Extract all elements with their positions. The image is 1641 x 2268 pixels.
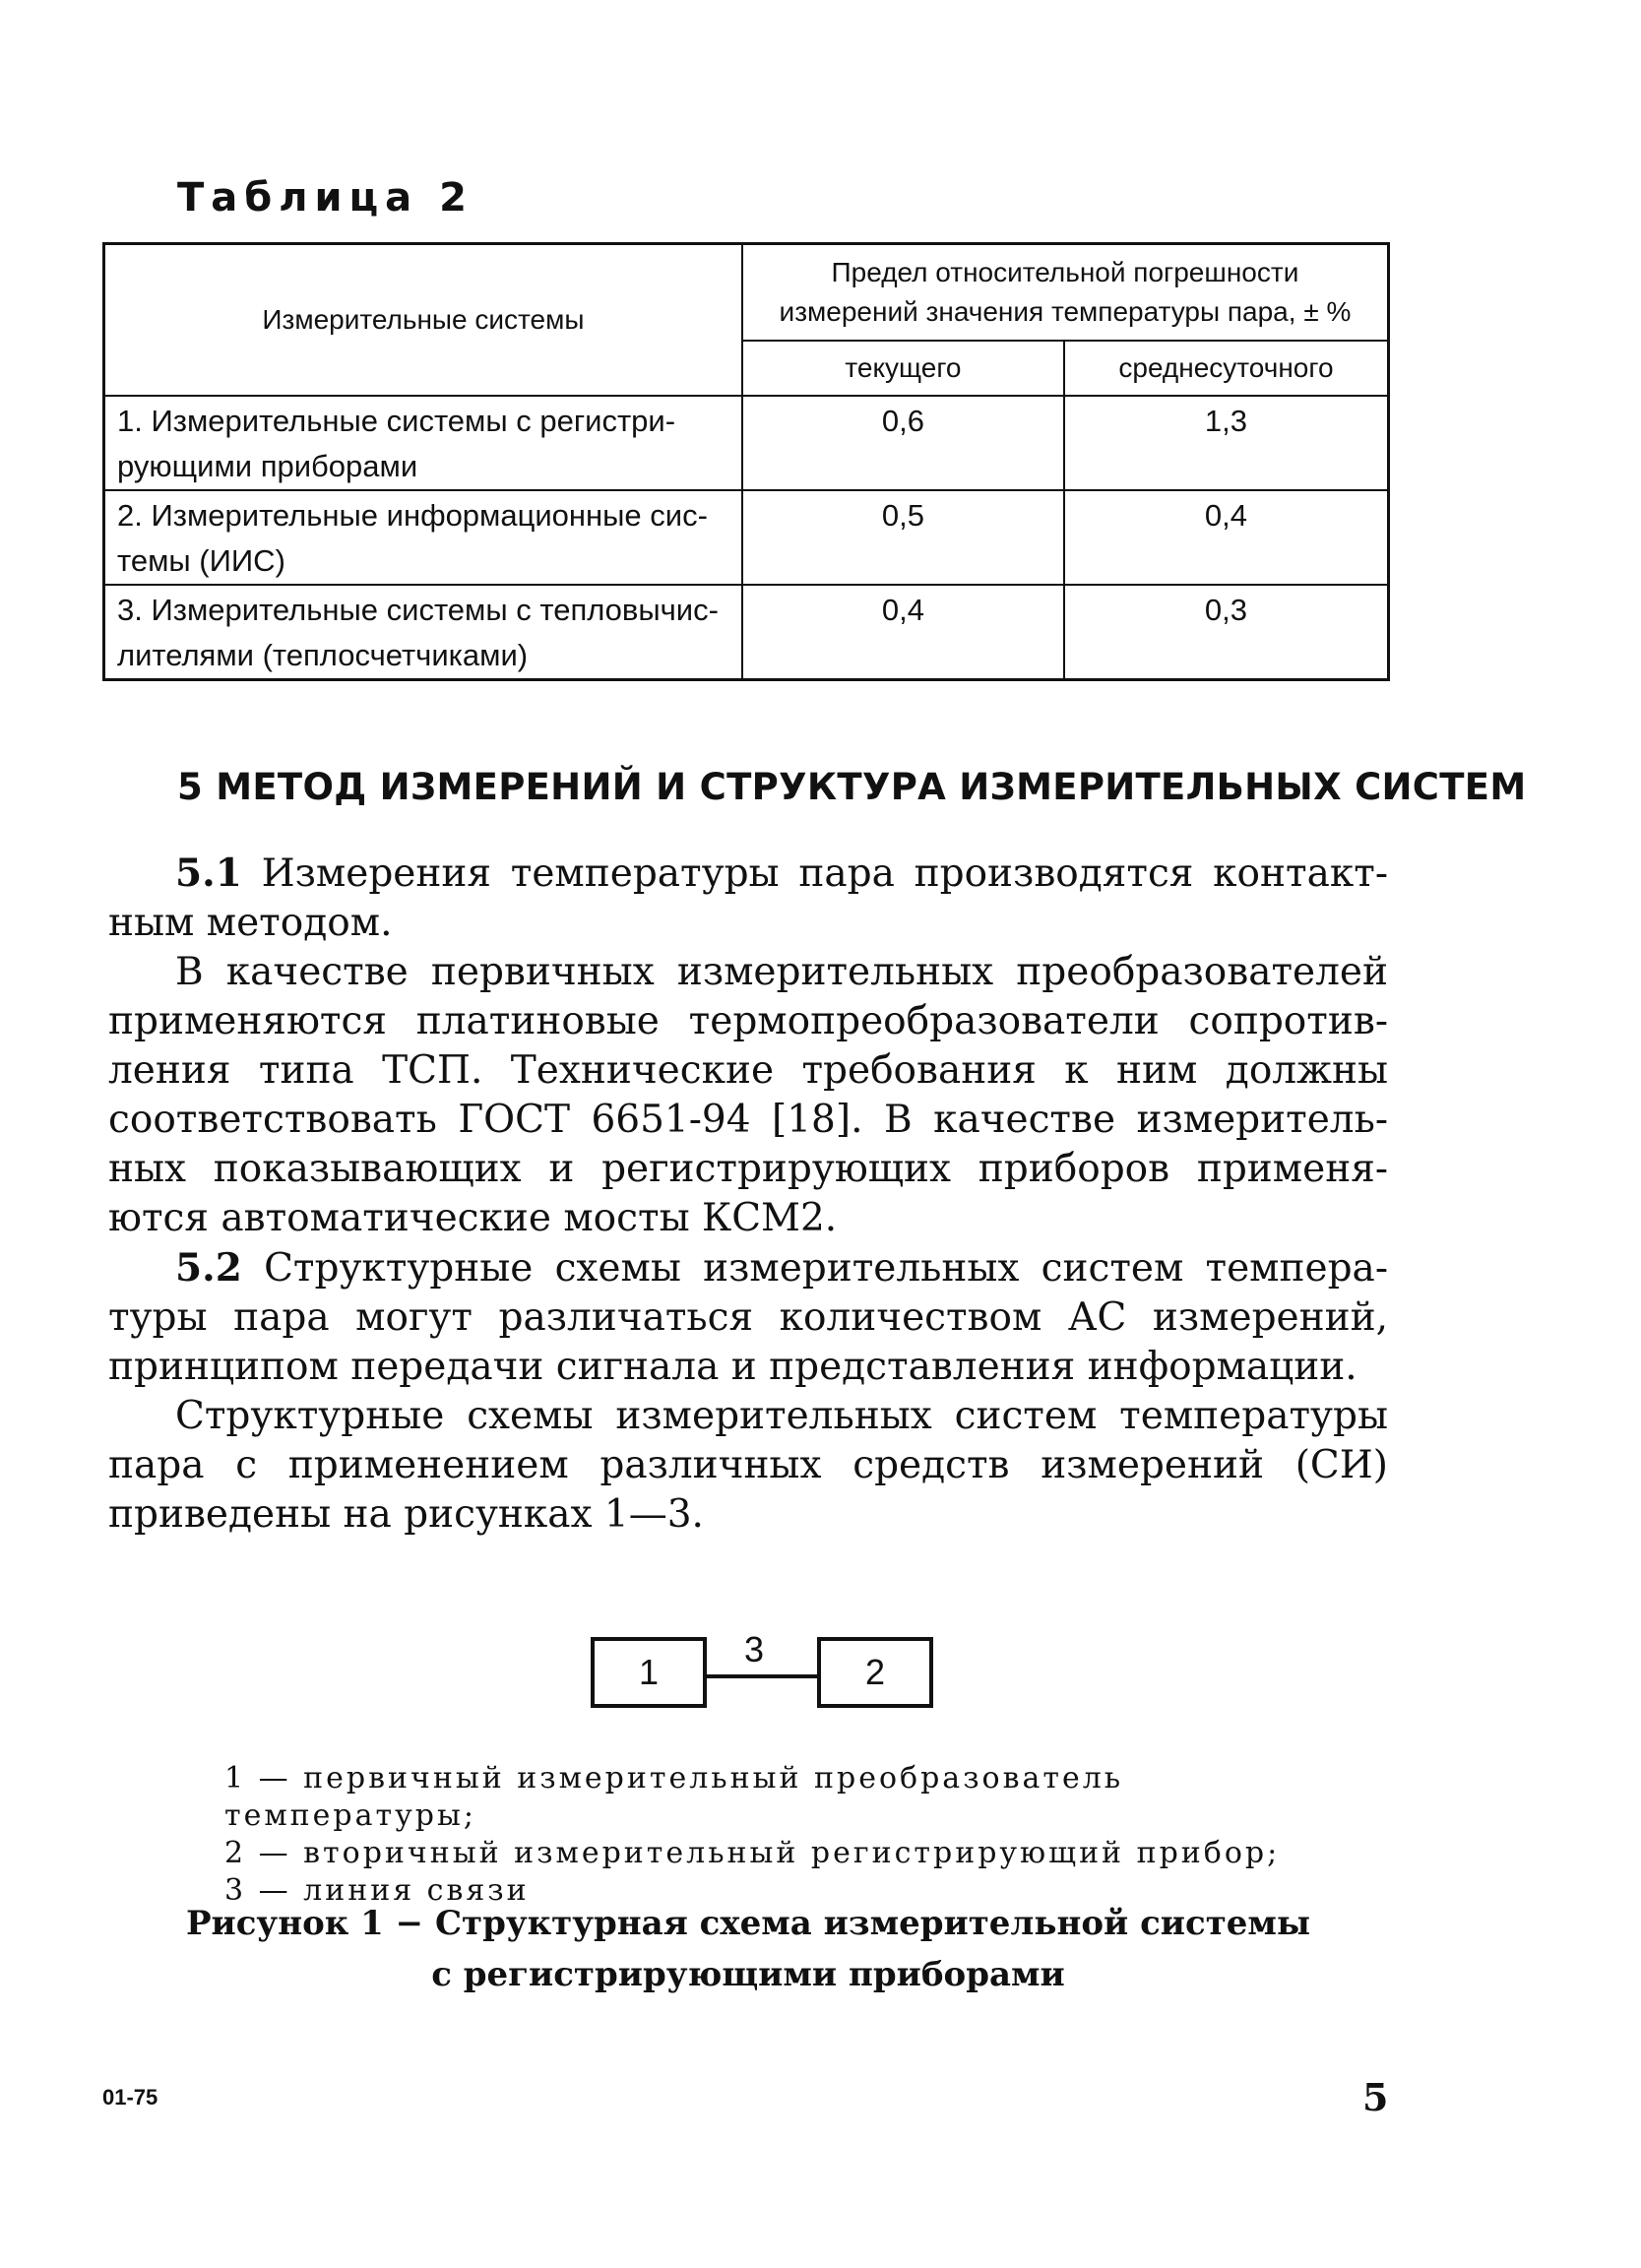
table-row <box>104 396 1389 490</box>
communication-line <box>707 1674 817 1678</box>
figure-legend <box>224 1760 1307 1910</box>
error-limits-table <box>102 242 1390 681</box>
page-code: 01-75 <box>102 2085 158 2110</box>
clause-number: 5.1 <box>175 850 242 896</box>
paragraph-5-1: 5.1 Измерения температуры пара производятся контактным методом. <box>108 850 1388 945</box>
section-body <box>108 849 1388 1540</box>
figure-caption-line1: Рисунок 1 − Структурная схема измерительной системы <box>185 1904 1311 1943</box>
system-cell: 2. Измерительные информационные сис- темы (ИИС) <box>104 490 742 585</box>
system-cell: 3. Измерительные системы с тепловычис- лителями (теплосчетчиками) <box>104 585 742 680</box>
figure-caption <box>108 1898 1388 2000</box>
legend-item: 1 — первичный измерительный преобразователь температуры; <box>224 1761 1124 1833</box>
communication-line-label: 3 <box>744 1629 765 1670</box>
table-row <box>104 585 1389 680</box>
recording-instrument-box: 2 <box>817 1637 933 1708</box>
legend-item: 2 — вторичный измерительный регистрирующий прибор; <box>224 1836 1281 1870</box>
structure-diagram <box>591 1629 945 1716</box>
daily-error-cell: 0,3 <box>1064 585 1389 680</box>
header-measuring-systems: Измерительные системы <box>104 244 742 396</box>
primary-transducer-box: 1 <box>591 1637 707 1708</box>
system-cell: 1. Измерительные системы с регистри- рующими приборами <box>104 396 742 490</box>
section-heading: 5 МЕТОД ИЗМЕРЕНИЙ И СТРУКТУРА ИЗМЕРИТЕЛЬНЫХ СИСТЕМ <box>177 766 1527 808</box>
current-error-cell: 0,5 <box>742 490 1064 585</box>
header-current: текущего <box>742 341 1064 396</box>
page-number: 5 <box>1362 2075 1389 2119</box>
paragraph-5-2: 5.2 Структурные схемы измерительных систем температуры пара могут различаться количеством АС измерений, принципом передачи сигнала и представления информации. <box>108 1245 1388 1389</box>
current-error-cell: 0,6 <box>742 396 1064 490</box>
figure-caption-line2: с регистрирующими приборами <box>431 1955 1065 1994</box>
paragraph-sensors: В качестве первичных измерительных преобразователей применяются платиновые термопреобразователи сопротивления типа ТСП. Технические требования к ним должны соответствовать ГОСТ 6651-94 [18]. В качестве измерительных показывающих и регистрирующих приборов применяются автоматические мосты КСМ2. <box>108 950 1388 1240</box>
daily-error-cell: 1,3 <box>1064 396 1389 490</box>
table-caption: Таблица 2 <box>177 175 473 220</box>
header-error-limit <box>742 244 1389 341</box>
header-daily: среднесуточного <box>1064 341 1389 396</box>
table-row <box>104 490 1389 585</box>
header-error-limit-line1: Предел относительной погрешности <box>831 256 1299 287</box>
header-error-limit-line2: измерений значения температуры пара, ± % <box>779 295 1352 327</box>
current-error-cell: 0,4 <box>742 585 1064 680</box>
clause-number: 5.2 <box>175 1245 242 1291</box>
paragraph-figures-ref: Структурные схемы измерительных систем температуры пара с применением различных средств измерений (СИ) приведены на рисунках 1—3. <box>108 1394 1388 1537</box>
legend-item: 3 — линия связи <box>224 1873 530 1908</box>
daily-error-cell: 0,4 <box>1064 490 1389 585</box>
